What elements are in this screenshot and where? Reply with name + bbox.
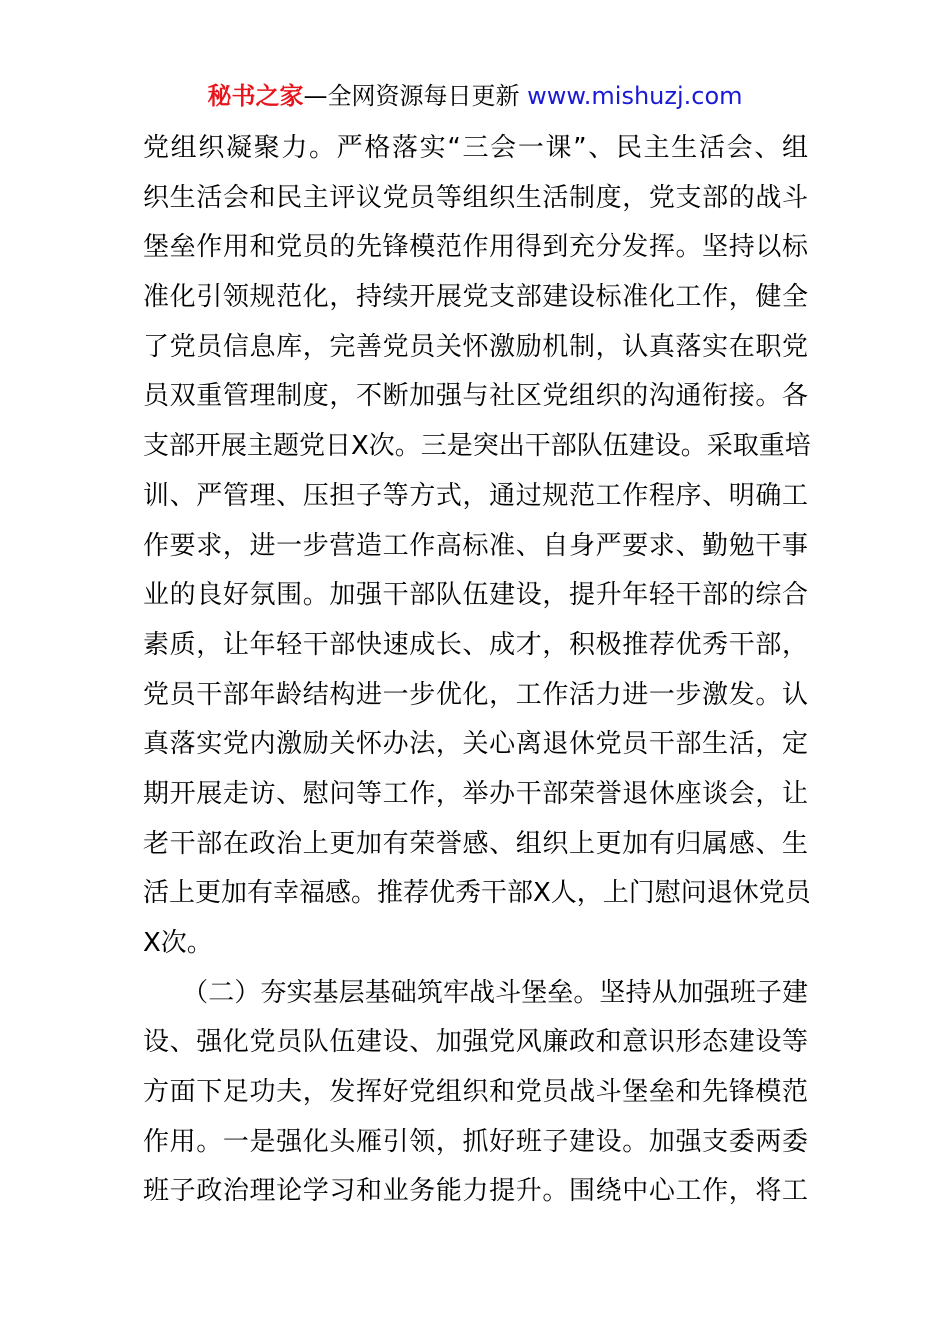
text-line: 堡垒作用和党员的先锋模范作用得到充分发挥。坚持以标 <box>143 232 808 263</box>
text-line: 党组织凝聚力。严格落实“三会一课”、民主生活会、组 <box>143 133 808 163</box>
text-line: 党员干部年龄结构进一步优化，工作活力进一步激发。认 <box>143 679 808 710</box>
text-line: 准化引领规范化，持续开展党支部建设标准化工作，健全 <box>143 282 808 313</box>
text-line: 支部开展主题党日X次。三是突出干部队伍建设。采取重培 <box>143 431 811 462</box>
text-line: 期开展走访、慰问等工作，举办干部荣誉退休座谈会，让 <box>143 778 808 809</box>
text-line: 方面下足功夫，发挥好党组织和党员战斗堡垒和先锋模范 <box>143 1077 808 1108</box>
text-line: 班子政治理论学习和业务能力提升。围绕中心工作，将工 <box>143 1176 808 1207</box>
header-tagline: —全网资源每日更新 <box>303 82 520 110</box>
text-line: 业的良好氛围。加强干部队伍建设，提升年轻干部的综合 <box>143 580 808 611</box>
body-text <box>143 124 811 1217</box>
text-line: 老干部在政治上更加有荣誉感、组织上更加有归属感、生 <box>143 828 808 859</box>
text-line: X次。 <box>143 928 213 958</box>
text-line: 员双重管理制度，不断加强与社区党组织的沟通衔接。各 <box>143 381 808 412</box>
text-line: 作要求，进一步营造工作高标准、自身严要求、勤勉干事 <box>143 530 808 561</box>
page-header <box>0 80 950 112</box>
text-line: 真落实党内激励关怀办法，关心离退休党员干部生活，定 <box>143 729 808 760</box>
text-line: 活上更加有幸福感。推荐优秀干部X人，上门慰问退休党员 <box>143 878 811 909</box>
section-heading-line: （二）夯实基层基础筑牢战斗堡垒。坚持从加强班子建 <box>143 977 808 1008</box>
text-line: 设、强化党员队伍建设、加强党风廉政和意识形态建设等 <box>143 1027 808 1058</box>
brand-name: 秘书之家 <box>207 82 304 110</box>
text-line: 素质，让年轻干部快速成长、成才，积极推荐优秀干部， <box>143 629 808 660</box>
text-line: 织生活会和民主评议党员等组织生活制度，党支部的战斗 <box>143 182 808 213</box>
site-url-link[interactable]: www.mishuzj.com <box>527 82 743 110</box>
text-line: 作用。一是强化头雁引领，抓好班子建设。加强支委两委 <box>143 1126 808 1157</box>
text-line: 了党员信息库，完善党员关怀激励机制，认真落实在职党 <box>143 331 808 362</box>
text-line: 训、严管理、压担子等方式，通过规范工作程序、明确工 <box>143 480 808 511</box>
